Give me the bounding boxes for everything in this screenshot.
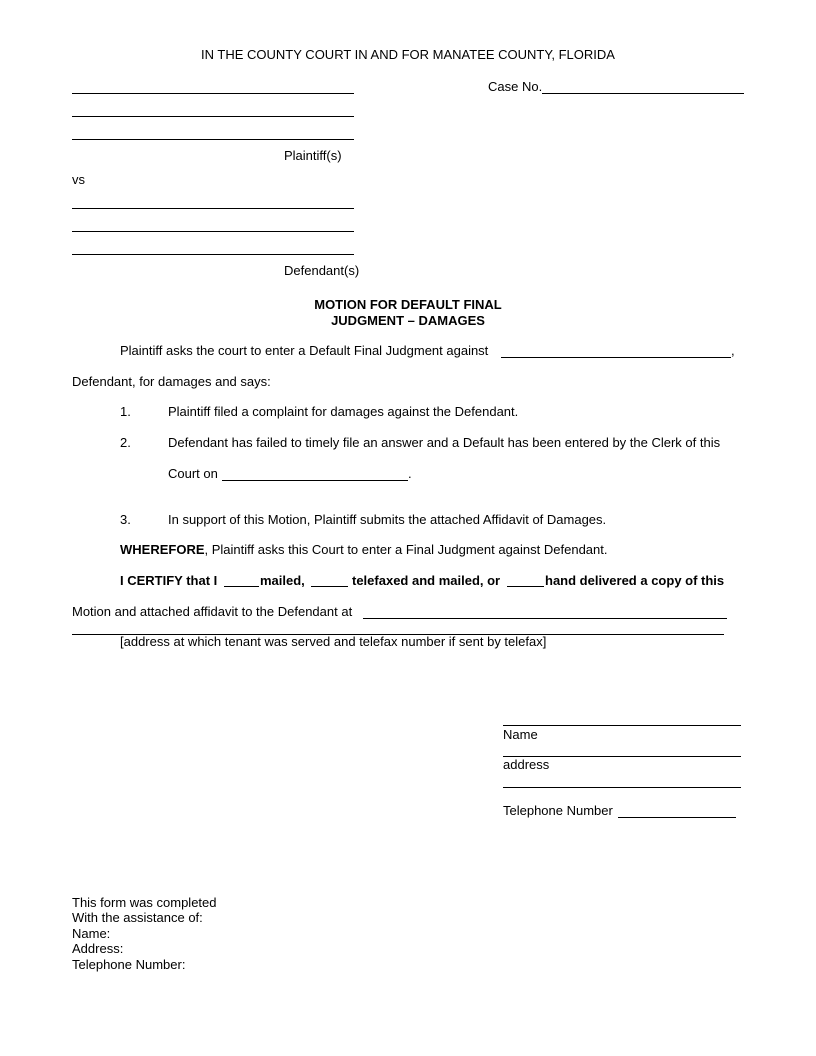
footer-line-name: Name: bbox=[72, 926, 111, 941]
certify-part-3: telefaxed and mailed, or bbox=[352, 573, 501, 588]
intro-text: Plaintiff asks the court to enter a Default Final Judgment against bbox=[120, 343, 489, 358]
mailed-check-blank[interactable] bbox=[224, 586, 259, 587]
certify-part-1: I CERTIFY that I bbox=[120, 573, 218, 588]
defendant-blank-3[interactable] bbox=[72, 254, 354, 255]
footer-line-address: Address: bbox=[72, 941, 124, 956]
defendant-address-blank-1[interactable] bbox=[363, 618, 727, 619]
item-1-text: Plaintiff filed a complaint for damages against the Defendant. bbox=[168, 404, 519, 419]
signature-telephone-label: Telephone Number bbox=[503, 803, 613, 818]
certify-part-4: hand delivered a copy of this bbox=[545, 573, 725, 588]
signature-telephone-blank[interactable] bbox=[618, 817, 736, 818]
footer-line-completed: This form was completed bbox=[72, 895, 217, 910]
case-no-blank[interactable] bbox=[542, 93, 744, 94]
signature-address-label: address bbox=[503, 757, 550, 772]
item-3-text: In support of this Motion, Plaintiff submits the attached Affidavit of Damages. bbox=[168, 512, 607, 527]
item-2-period: . bbox=[408, 466, 412, 481]
item-2-number: 2. bbox=[120, 435, 131, 450]
court-header: IN THE COUNTY COURT IN AND FOR MANATEE COUNTY, FLORIDA bbox=[201, 47, 615, 62]
signature-address-blank-2[interactable] bbox=[503, 787, 741, 788]
plaintiff-label: Plaintiff(s) bbox=[284, 148, 342, 163]
wherefore-text: , Plaintiff asks this Court to enter a Final Judgment against Defendant. bbox=[204, 542, 608, 557]
item-1-number: 1. bbox=[120, 404, 131, 419]
item-2-court-on: Court on bbox=[168, 466, 218, 481]
wherefore-bold: WHEREFORE bbox=[120, 542, 205, 557]
signature-name-label: Name bbox=[503, 727, 538, 742]
defendant-label: Defendant(s) bbox=[284, 263, 360, 278]
signature-name-blank[interactable] bbox=[503, 725, 741, 726]
case-no-label: Case No. bbox=[488, 79, 543, 94]
defendant-blank-1[interactable] bbox=[72, 208, 354, 209]
footer-line-telephone: Telephone Number: bbox=[72, 957, 186, 972]
defendant-name-blank[interactable] bbox=[501, 357, 731, 358]
footer-line-assistance: With the assistance of: bbox=[72, 910, 203, 925]
address-note: [address at which tenant was served and telefax number if sent by telefax] bbox=[120, 634, 547, 649]
defendant-blank-2[interactable] bbox=[72, 231, 354, 232]
item-3-number: 3. bbox=[120, 512, 131, 527]
title-line-1: MOTION FOR DEFAULT FINAL bbox=[314, 297, 502, 312]
item-2-text: Defendant has failed to timely file an answer and a Default has been entered by the Clerk of this bbox=[168, 435, 721, 450]
plaintiff-blank-1[interactable] bbox=[72, 93, 354, 94]
title-line-2: JUDGMENT – DAMAGES bbox=[331, 313, 485, 328]
motion-address-label: Motion and attached affidavit to the Defendant at bbox=[72, 604, 353, 619]
vs-label: vs bbox=[72, 172, 85, 187]
intro-continuation: Defendant, for damages and says: bbox=[72, 374, 271, 389]
plaintiff-blank-3[interactable] bbox=[72, 139, 354, 140]
telefaxed-check-blank[interactable] bbox=[311, 586, 348, 587]
intro-comma: , bbox=[731, 343, 735, 358]
certify-part-2: mailed, bbox=[260, 573, 305, 588]
default-date-blank[interactable] bbox=[222, 480, 408, 481]
wherefore-paragraph bbox=[120, 542, 607, 558]
plaintiff-blank-2[interactable] bbox=[72, 116, 354, 117]
hand-delivered-check-blank[interactable] bbox=[507, 586, 544, 587]
